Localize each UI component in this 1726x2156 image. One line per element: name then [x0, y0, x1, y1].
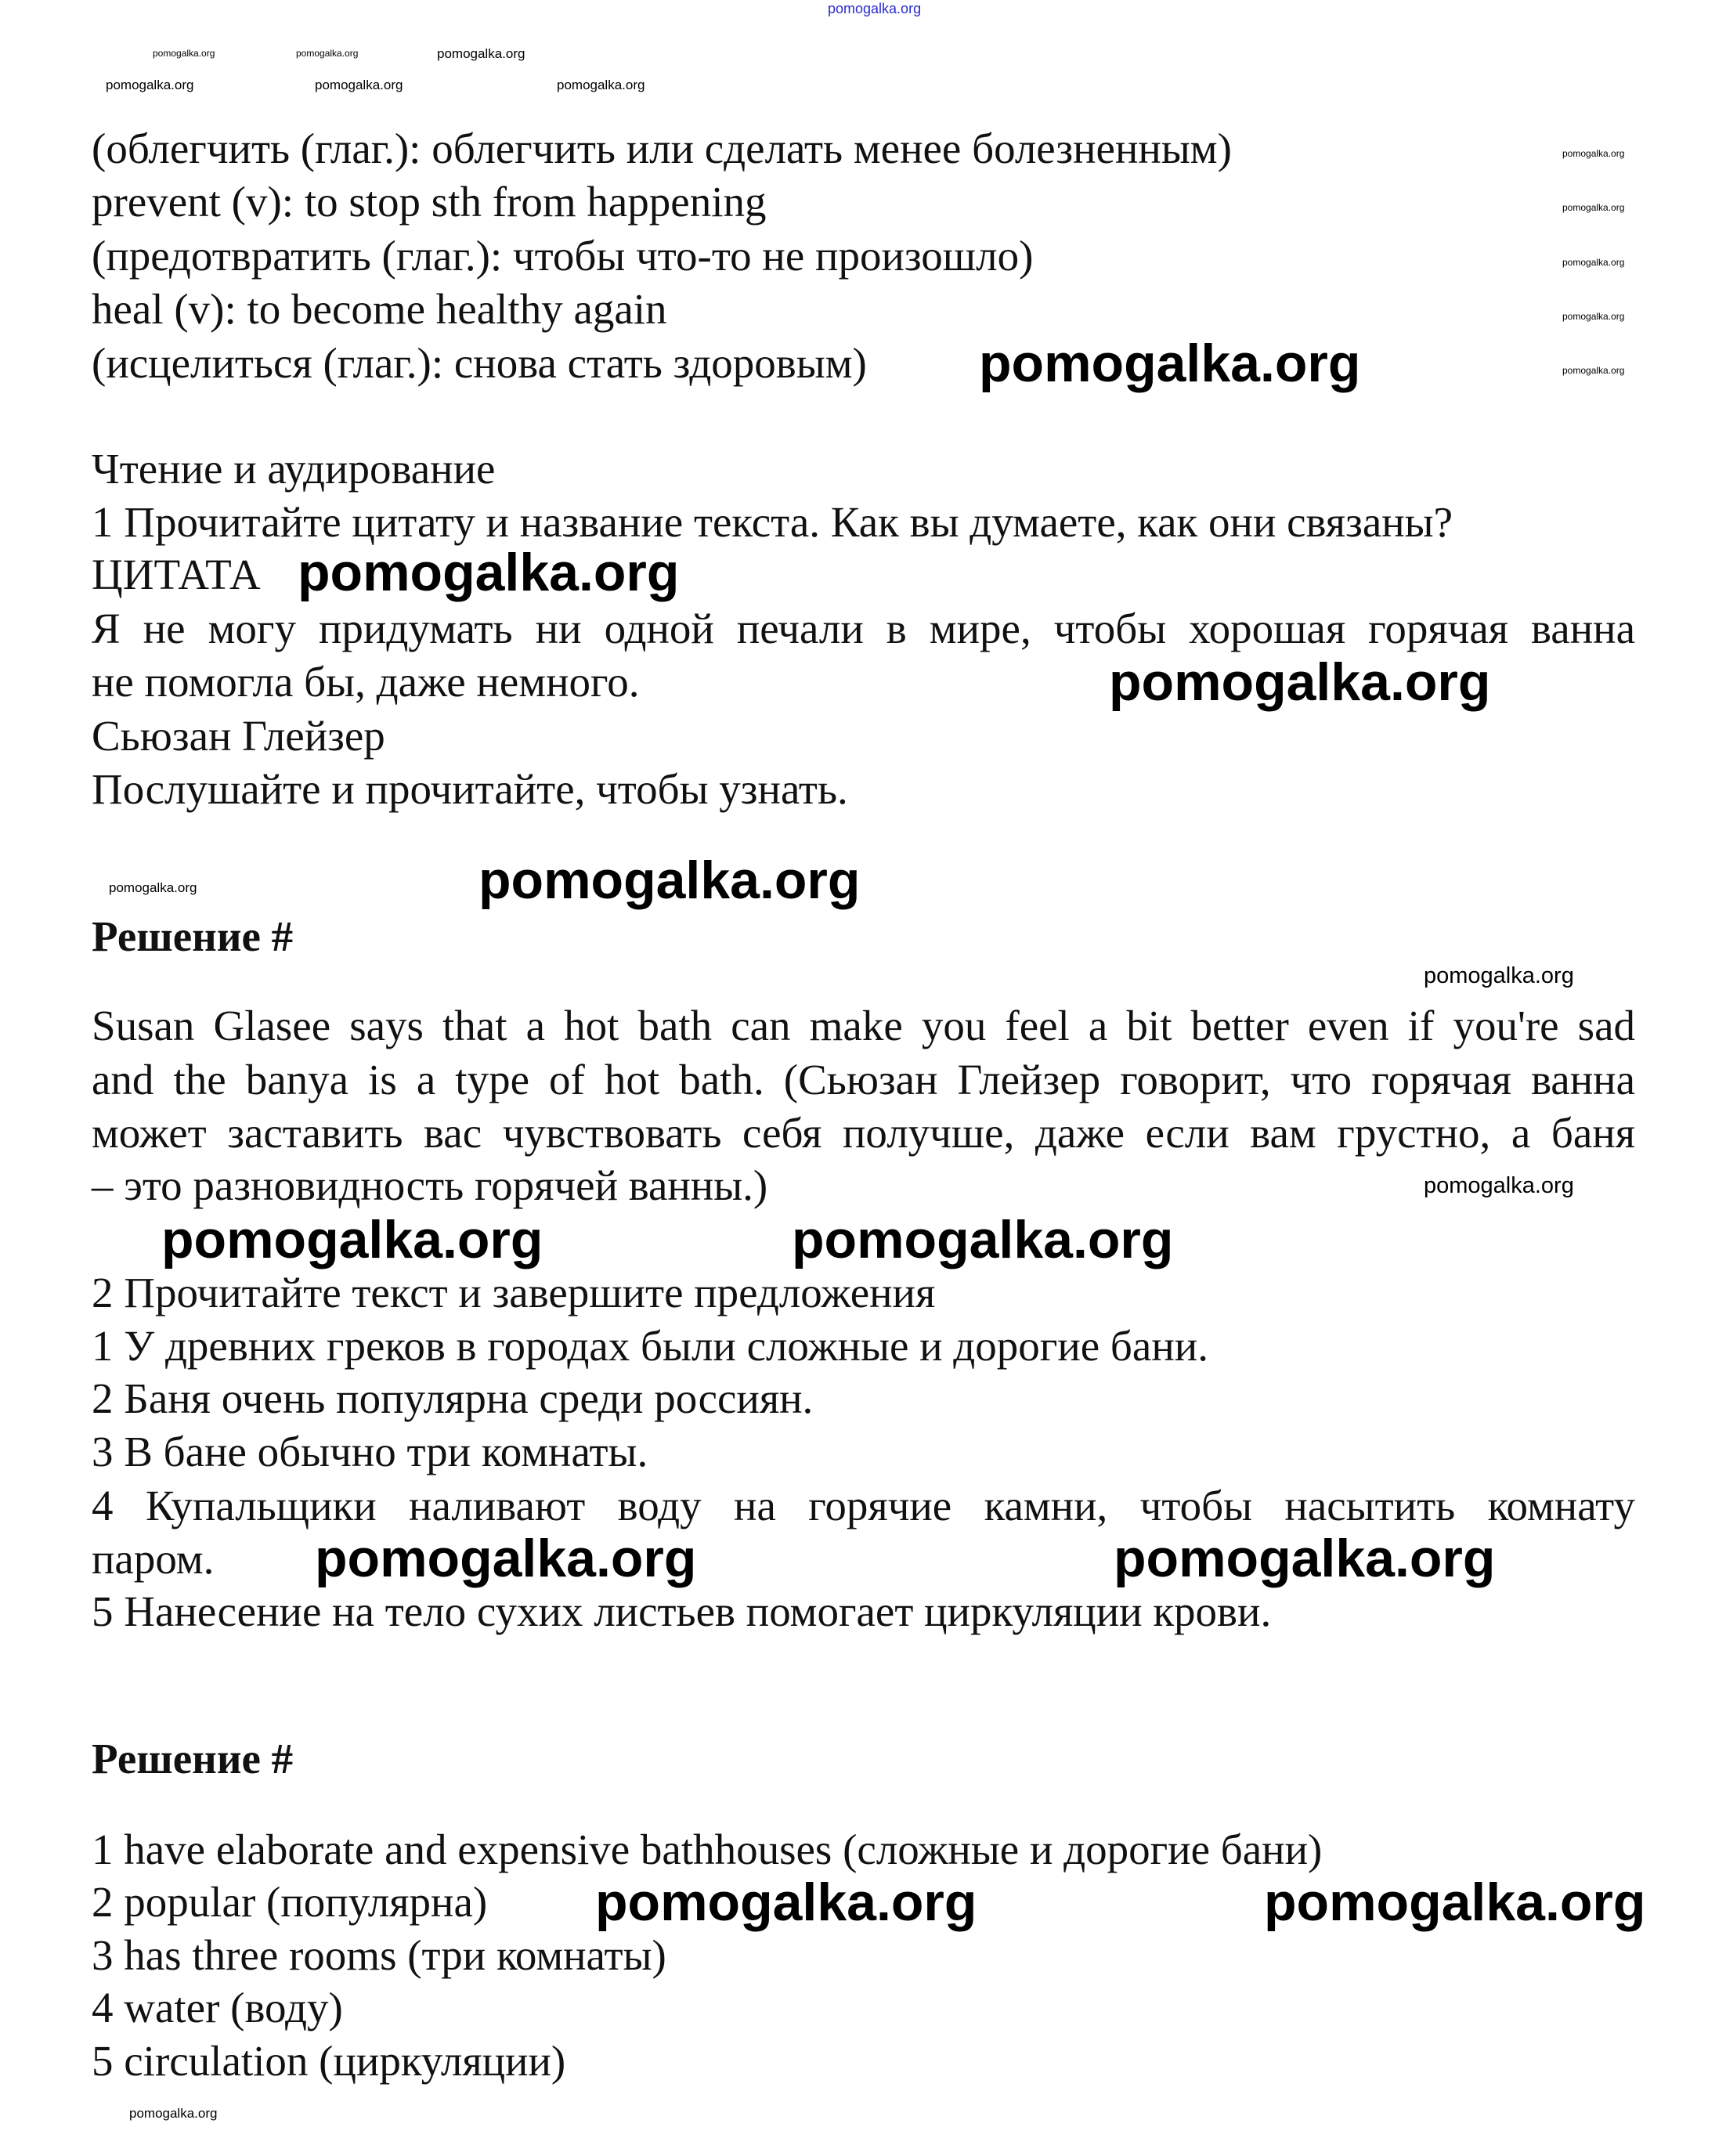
- header-watermark-link[interactable]: pomogalka.org: [828, 1, 922, 16]
- task-item: 3 В бане обычно три комнаты.: [92, 1428, 648, 1475]
- quote-author: Сьюзан Глейзер: [92, 712, 385, 760]
- watermark: pomogalka.org: [129, 2106, 218, 2121]
- vocab-line: (предотвратить (глаг.): чтобы что-то не произошло): [92, 232, 1034, 280]
- watermark: pomogalka.org: [1562, 365, 1625, 376]
- vocab-line: heal (v): to become healthy again: [92, 285, 667, 333]
- task-item: 5 Нанесение на тело сухих листьев помогает циркуляции крови.: [92, 1587, 1272, 1635]
- watermark: pomogalka.org: [315, 78, 403, 92]
- solution-line: может заставить вас чувствовать себя получше, даже если вам грустно, а баня: [92, 1109, 1635, 1157]
- watermark: pomogalka.org: [1562, 148, 1625, 159]
- watermark: pomogalka.org: [153, 48, 215, 59]
- vocab-line: prevent (v): to stop sth from happening: [92, 178, 767, 226]
- task-2: 2 Прочитайте текст и завершите предложения: [92, 1269, 936, 1316]
- watermark: pomogalka.org: [979, 334, 1361, 393]
- watermark: pomogalka.org: [315, 1529, 697, 1588]
- watermark: pomogalka.org: [1562, 311, 1625, 322]
- watermark: pomogalka.org: [1424, 1173, 1574, 1198]
- answer: 5 circulation (циркуляции): [92, 2037, 566, 2085]
- watermark: pomogalka.org: [1424, 963, 1574, 988]
- watermark: pomogalka.org: [106, 78, 194, 92]
- watermark: pomogalka.org: [595, 1873, 977, 1932]
- task-item: паром.: [92, 1535, 215, 1583]
- answer: 1 have elaborate and expensive bathhouses (сложные и дорогие бани): [92, 1826, 1323, 1873]
- quote-text: Я не могу придумать ни одной печали в мире, чтобы хорошая горячая ванна: [92, 605, 1635, 652]
- solution-line: – это разновидность горячей ванны.): [92, 1161, 768, 1209]
- watermark: pomogalka.org: [437, 46, 525, 61]
- vocab-line: (облегчить (глаг.): облегчить или сделать менее болезненным): [92, 125, 1232, 172]
- quote-text: не помогла бы, даже немного.: [92, 658, 640, 706]
- watermark: pomogalka.org: [478, 850, 861, 910]
- watermark: pomogalka.org: [792, 1210, 1174, 1269]
- watermark: pomogalka.org: [557, 78, 645, 92]
- task-1: 1 Прочитайте цитату и название текста. Как вы думаете, как они связаны?: [92, 498, 1453, 546]
- task-item: 1 У древних греков в городах были сложные и дорогие бани.: [92, 1322, 1208, 1370]
- answer: 3 has three rooms (три комнаты): [92, 1931, 666, 1979]
- watermark: pomogalka.org: [296, 48, 359, 59]
- section-heading: Чтение и аудирование: [92, 445, 496, 493]
- watermark: pomogalka.org: [1264, 1873, 1646, 1932]
- watermark: pomogalka.org: [1114, 1529, 1496, 1588]
- vocab-line: (исцелиться (глаг.): снова стать здоровым): [92, 339, 867, 387]
- answer: 2 popular (популярна): [92, 1878, 488, 1926]
- watermark: pomogalka.org: [1562, 257, 1625, 268]
- watermark: pomogalka.org: [1562, 202, 1625, 213]
- watermark: pomogalka.org: [161, 1210, 543, 1269]
- watermark: pomogalka.org: [1109, 652, 1491, 712]
- solution-line: Susan Glasee says that a hot bath can make you feel a bit better even if you're sad: [92, 1002, 1635, 1049]
- quote-label: ЦИТАТА: [92, 551, 261, 598]
- watermark: pomogalka.org: [109, 880, 197, 895]
- solution-title: Решение #: [92, 1735, 294, 1782]
- solution-title: Решение #: [92, 912, 294, 960]
- instruction: Послушайте и прочитайте, чтобы узнать.: [92, 765, 848, 813]
- task-item: 4 Купальщики наливают воду на горячие камни, чтобы насытить комнату: [92, 1482, 1635, 1529]
- task-item: 2 Баня очень популярна среди россиян.: [92, 1374, 814, 1422]
- answer: 4 water (воду): [92, 1984, 343, 2031]
- solution-line: and the banya is a type of hot bath. (Сьюзан Глейзер говорит, что горячая ванна: [92, 1056, 1635, 1103]
- watermark: pomogalka.org: [298, 543, 680, 602]
